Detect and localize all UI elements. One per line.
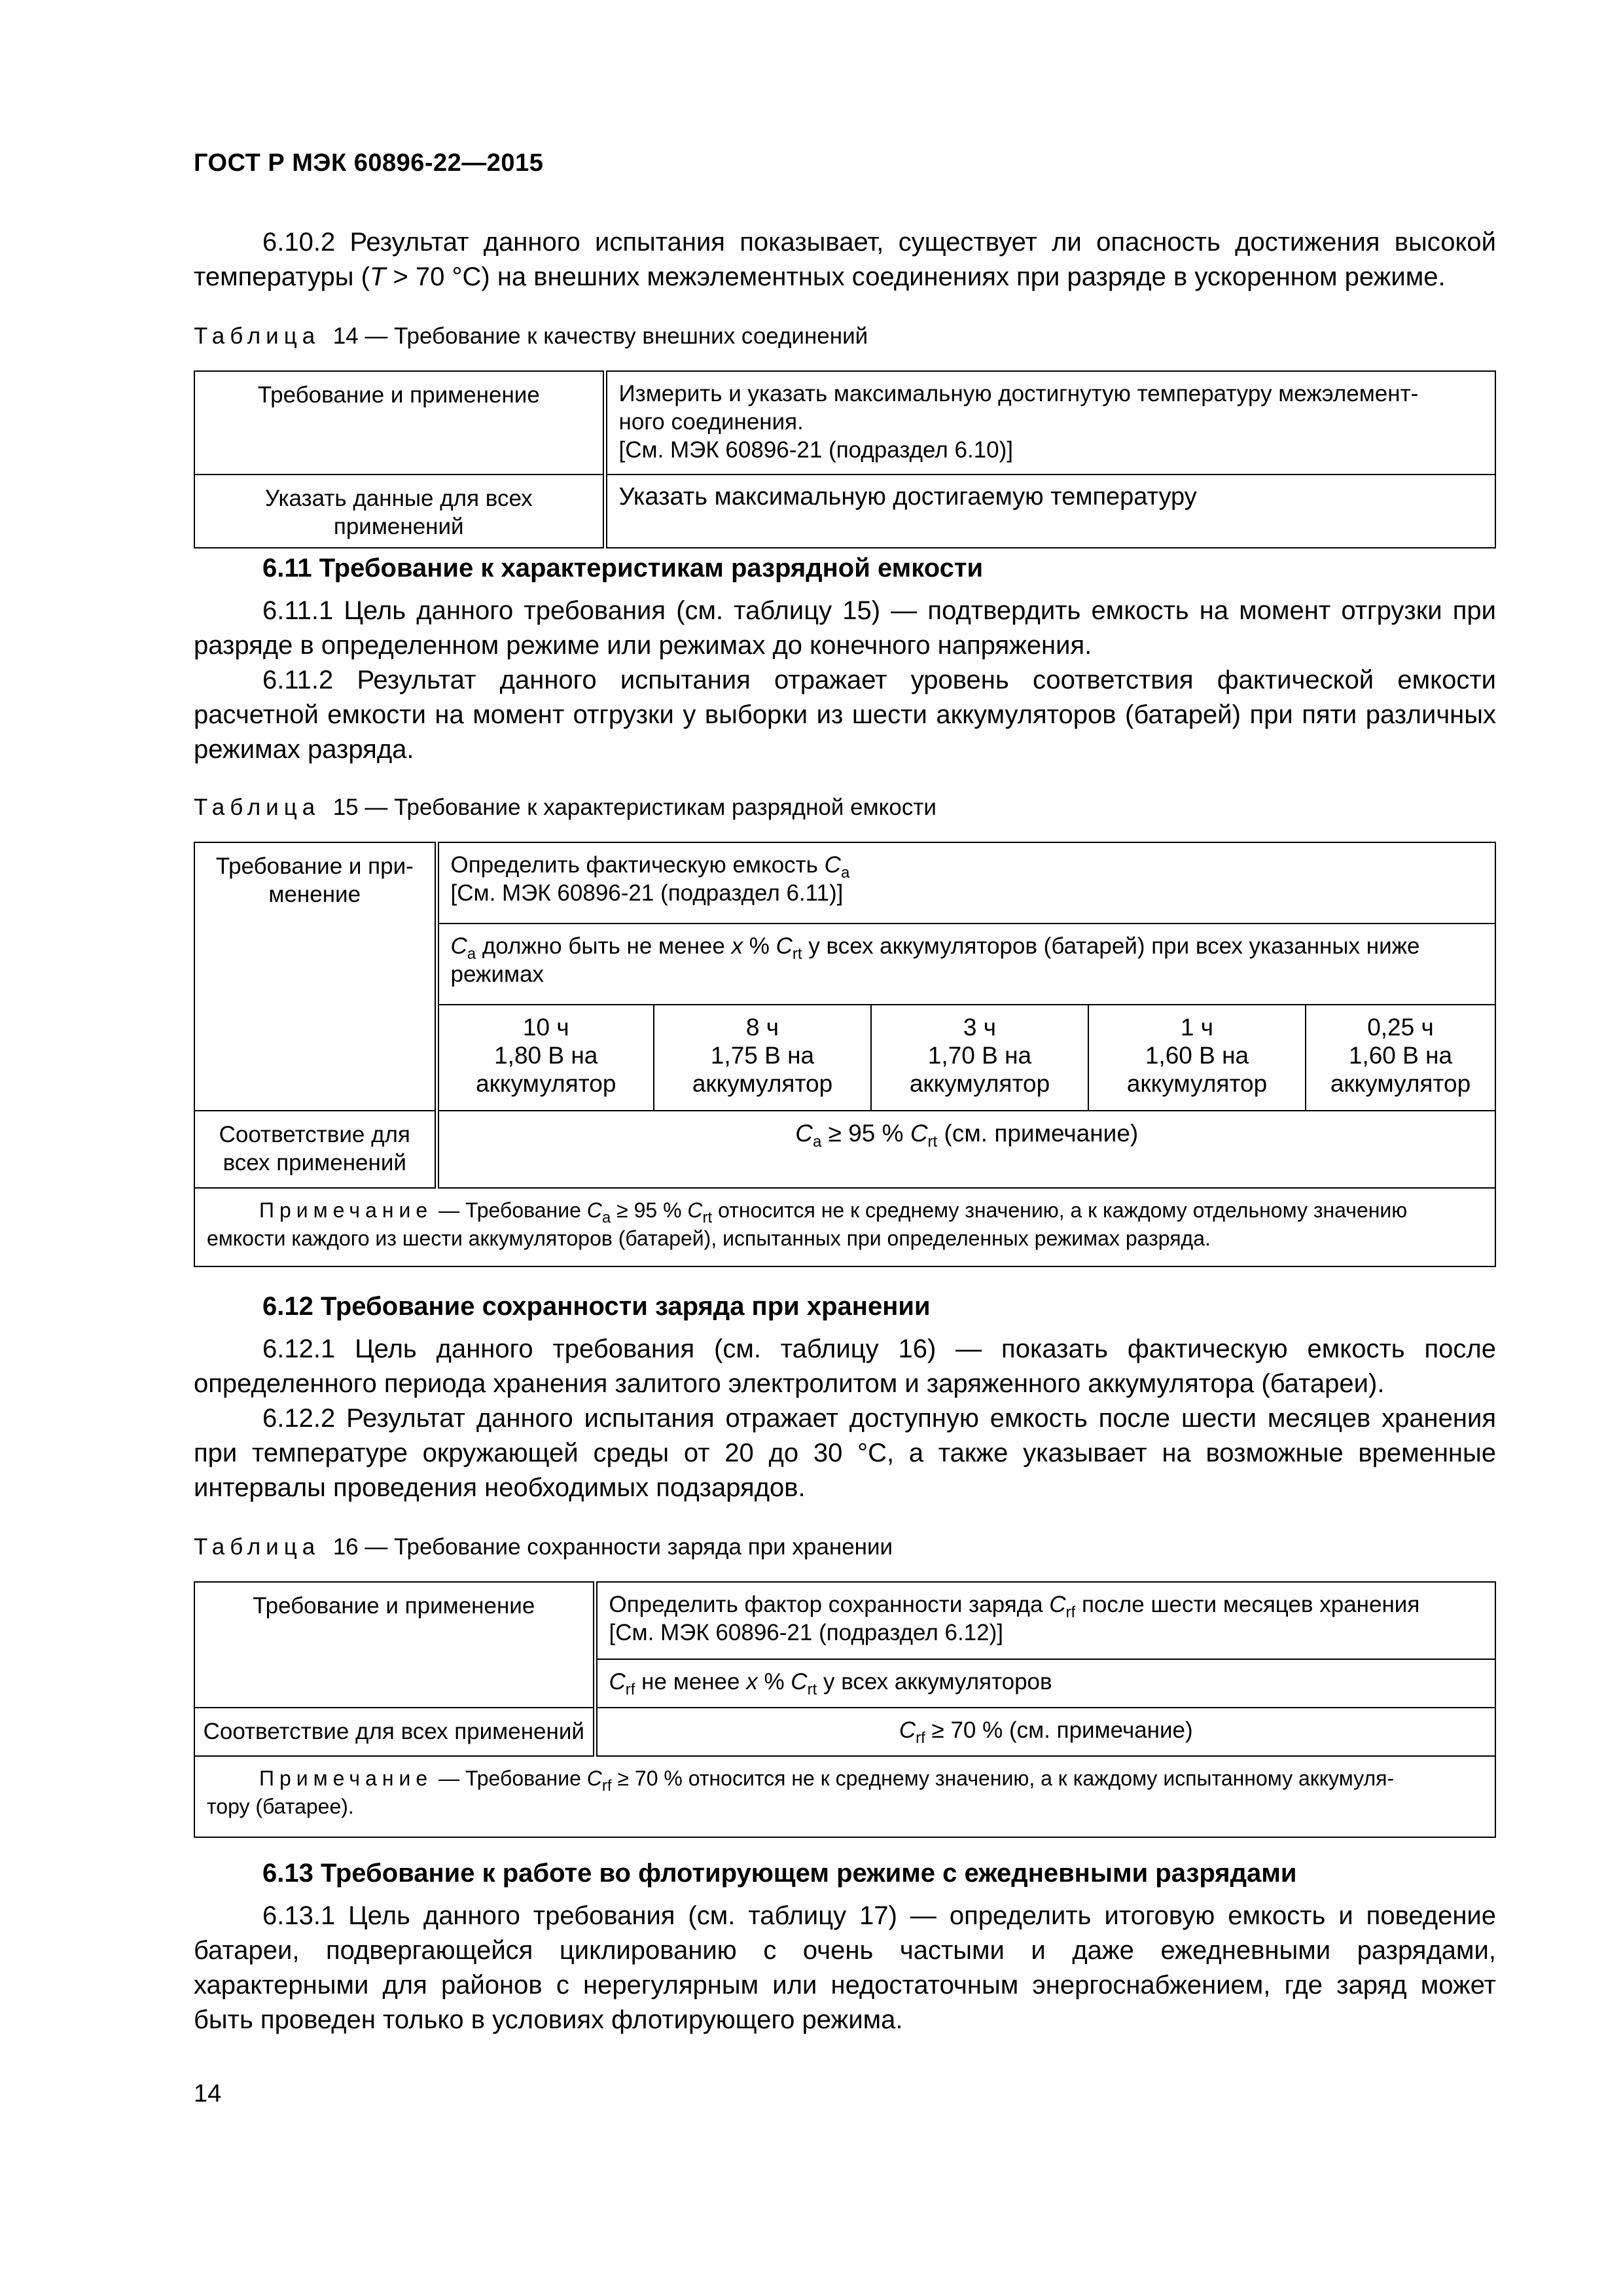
table-15-mode-4: 1 ч 1,60 В на аккумулятор: [1088, 1005, 1306, 1111]
table-16-note: Примечание — Требование $C_{rf} \ge 70$ % относится не к среднему значению, а к каждому испытанному аккумуля- тору (батарее).: [194, 1756, 1495, 1837]
table-14-compliance-text: Указать максимальную достигаемую температуру: [605, 475, 1495, 548]
table-14-caption: Таблица 14 — Требование к качеству внешних соединений: [194, 323, 868, 349]
section-6-11-heading: 6.11 Требование к характеристикам разрядной емкости: [262, 554, 984, 583]
table-14-requirement-label: Требование и применение: [194, 371, 605, 475]
paragraph-6-10-2: 6.10.2 Результат данного испытания показывает, существует ли опасность достижения высокой температуры (T > 70 °C) на внешних межэлементных соединениях при разряде в ускоренном режиме.: [194, 228, 1496, 291]
table-15-mode-1: 10 ч 1,80 В на аккумулятор: [437, 1005, 654, 1111]
table-15-capacity-condition: $C_a$ должно быть не менее x % $C_{rt}$ у всех аккумуляторов (батарей) при всех указанных ниже режимах: [437, 924, 1495, 1005]
table-16-determine-factor: Определить фактор сохранности заряда $C_{rf}$ после шести месяцев хранения [См. МЭК 60896-21 (подраздел 6.12)]: [595, 1582, 1495, 1659]
table-16-compliance-label: Соответствие для всех применений: [194, 1708, 595, 1756]
section-6-12: [194, 1289, 1496, 1505]
paragraph-6-13-1: 6.13.1 Цель данного требования (см. таблицу 17) — определить итоговую емкость и поведение батареи, подвергающейся циклированию с очень частыми и даже ежедневными разрядами, характерными для районов с нерегулярным или недостаточным энергоснабжением, где заряд может быть проведен только в условиях флотирующего режима.: [194, 1901, 1496, 2034]
table-15-mode-2: 8 ч 1,75 В на аккумулятор: [654, 1005, 871, 1111]
paragraph-6-12-1: 6.12.1 Цель данного требования (см. таблицу 16) — показать фактическую емкость после определенного периода хранения залитого электролитом и заряженного аккумулятора (батареи).: [194, 1335, 1496, 1398]
table-16-compliance-value: $C_{rf} \ge 70$ % (см. примечание): [595, 1708, 1495, 1756]
table-15-caption: Таблица 15 — Требование к характеристикам разрядной емкости: [194, 795, 936, 820]
table-15-note: Примечание — Требование $C_a \ge 95$ % $C_{rt}$ относится не к среднему значению, а к каждому отдельному значению емкости каждого из шести аккумуляторов (батарей), испытанных при определенных режимах разряда.: [194, 1188, 1495, 1266]
table-14-requirement-text: Измерить и указать максимальную достигнутую температуру межэлемент- ного соединения. [См. МЭК 60896-21 (подраздел 6.10)]: [605, 371, 1495, 475]
section-6-13-heading: 6.13 Требование к работе во флотирующем режиме с ежедневными разрядами: [262, 1859, 1297, 1888]
table-15-determine-capacity: Определить фактическую емкость $C_a$ [См. МЭК 60896-21 (подраздел 6.11)]: [437, 842, 1495, 924]
table-16: [194, 1581, 1496, 1838]
table-15-compliance-value: $C_a \ge 95$ % $C_{rt}$ (см. примечание): [437, 1111, 1495, 1188]
table-16-factor-condition: $C_{rf}$ не менее x % $C_{rt}$ у всех аккумуляторов: [595, 1659, 1495, 1708]
section-6-13: [194, 1856, 1496, 2037]
paragraph-6-11-1: 6.11.1 Цель данного требования (см. таблицу 15) — подтвердить емкость на момент отгрузки при разряде в определенном режиме или режимах до конечного напряжения.: [194, 596, 1496, 660]
table-15-requirement-label: Требование и при- менение: [194, 842, 437, 1111]
table-15-compliance-label: Соответствие для всех применений: [194, 1111, 437, 1188]
table-15: [194, 842, 1496, 1267]
table-16-requirement-label: Требование и применение: [194, 1582, 595, 1708]
paragraph-6-11-2: 6.11.2 Результат данного испытания отражает уровень соответствия фактической емкости расчетной емкости на момент отгрузки у выборки из шести аккумуляторов (батарей) при пяти различных режимах разряда.: [194, 666, 1496, 764]
document-header: ГОСТ Р МЭК 60896-22—2015: [194, 149, 544, 177]
table-16-caption: Таблица 16 — Требование сохранности заряда при хранении: [194, 1534, 893, 1560]
section-6-11: [194, 551, 1496, 767]
table-14-compliance-label: Указать данные для всех применений: [194, 475, 605, 548]
section-6-12-heading: 6.12 Требование сохранности заряда при хранении: [262, 1292, 931, 1321]
page-number: 14: [194, 2080, 222, 2108]
paragraph-6-12-2: 6.12.2 Результат данного испытания отражает доступную емкость после шести месяцев хранения при температуре окружающей среды от 20 до 30 °C, а также указывает на возможные временные интервалы проведения необходимых подзарядов.: [194, 1404, 1496, 1502]
table-15-mode-3: 3 ч 1,70 В на аккумулятор: [871, 1005, 1088, 1111]
table-14: [194, 370, 1496, 548]
table-15-mode-5: 0,25 ч 1,60 В на аккумулятор: [1306, 1005, 1495, 1111]
